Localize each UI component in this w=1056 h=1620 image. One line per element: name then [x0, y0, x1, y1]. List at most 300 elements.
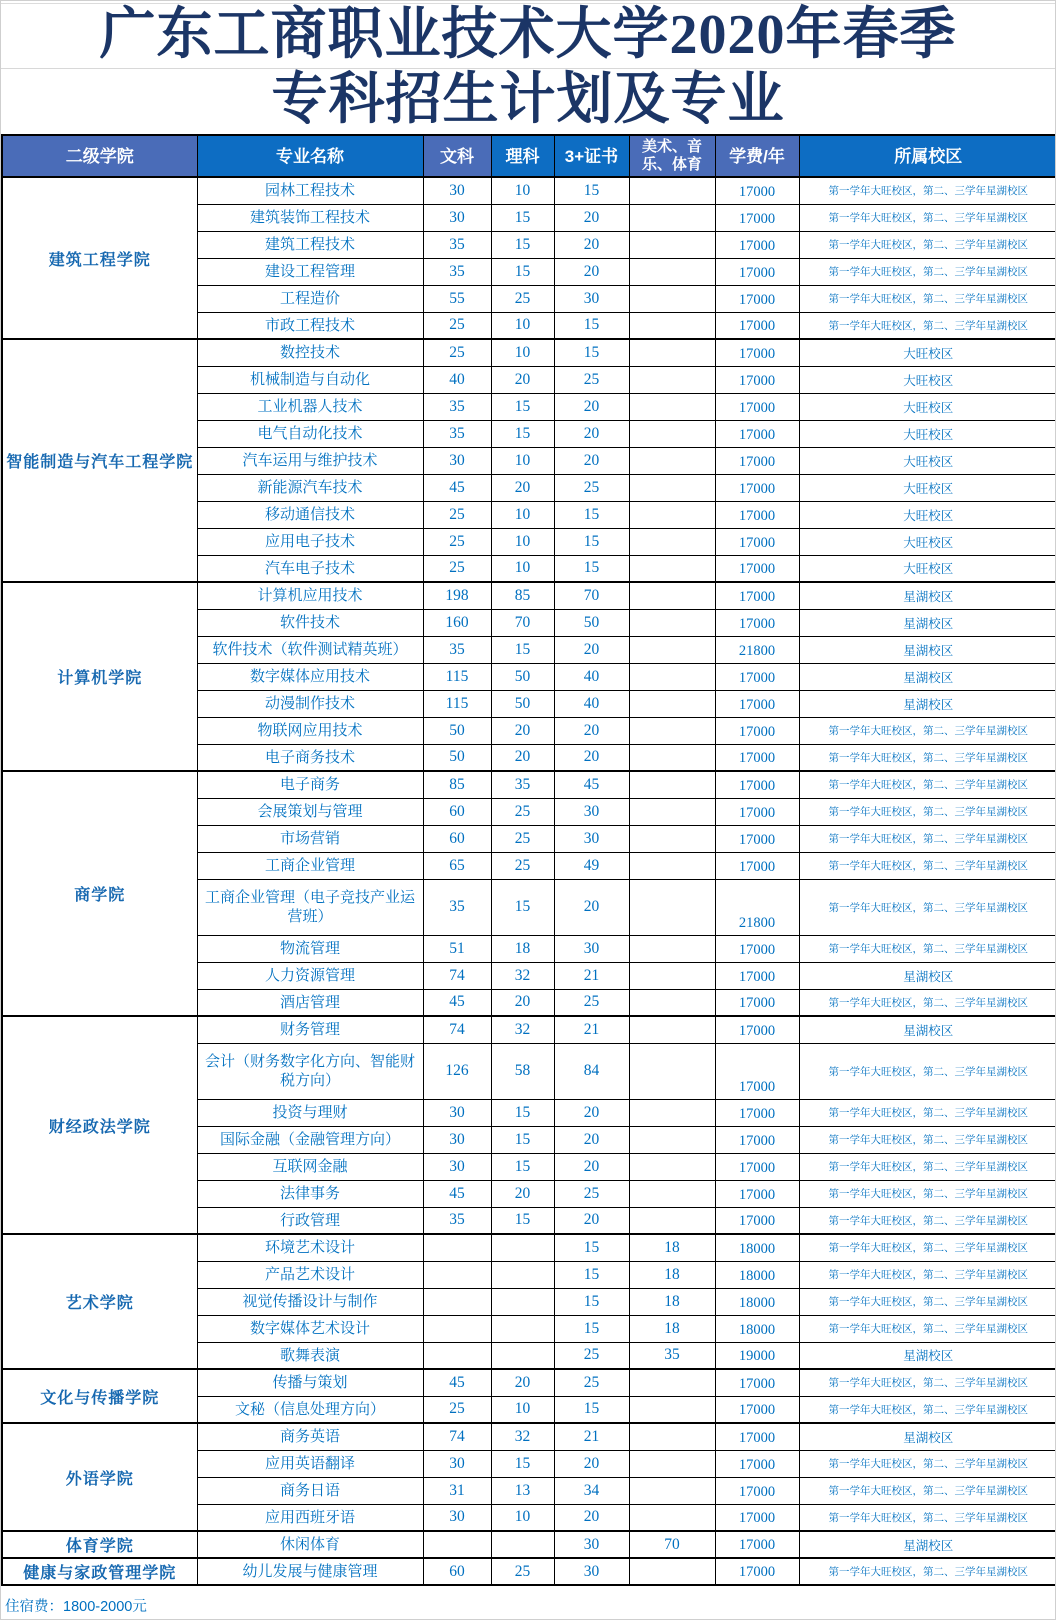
- campus-cell: 星湖校区: [799, 1531, 1056, 1558]
- fee-cell: 17000: [715, 501, 799, 528]
- major-cell: 休闲体育: [197, 1531, 423, 1558]
- fee-cell: 17000: [715, 555, 799, 582]
- major-cell: 动漫制作技术: [197, 690, 423, 717]
- zheng-cell: 20: [554, 204, 629, 231]
- college-name-cell: 外语学院: [2, 1423, 197, 1531]
- zheng-cell: 40: [554, 690, 629, 717]
- campus-cell: 第一学年大旺校区，第二、三学年星湖校区: [799, 1558, 1056, 1585]
- li-cell: 70: [491, 609, 554, 636]
- campus-cell: 第一学年大旺校区，第二、三学年星湖校区: [799, 1288, 1056, 1315]
- campus-cell: 第一学年大旺校区，第二、三学年星湖校区: [799, 204, 1056, 231]
- major-cell: 电气自动化技术: [197, 420, 423, 447]
- major-cell: 数字媒体应用技术: [197, 663, 423, 690]
- fee-cell: 18000: [715, 1315, 799, 1342]
- table-row: [2, 1558, 1056, 1585]
- accommodation-fee-note: 住宿费：1800-2000元: [5, 1599, 147, 1615]
- art-cell: [629, 825, 715, 852]
- column-header-campus: 所属校区: [799, 135, 1056, 177]
- fee-cell: 19000: [715, 1342, 799, 1369]
- campus-cell: 第一学年大旺校区，第二、三学年星湖校区: [799, 935, 1056, 962]
- campus-cell: 大旺校区: [799, 501, 1056, 528]
- table-row: [2, 1016, 1056, 1043]
- wen-cell: 35: [423, 393, 491, 420]
- wen-cell: 40: [423, 366, 491, 393]
- campus-cell: 大旺校区: [799, 447, 1056, 474]
- fee-cell: 17000: [715, 339, 799, 366]
- art-cell: [629, 1423, 715, 1450]
- major-cell: 数字媒体艺术设计: [197, 1315, 423, 1342]
- zheng-cell: 30: [554, 825, 629, 852]
- li-cell: 10: [491, 528, 554, 555]
- art-cell: [629, 609, 715, 636]
- column-header-art-music-pe: 美术、音乐、体育: [629, 135, 715, 177]
- table-row: [2, 1369, 1056, 1396]
- wen-cell: [423, 1234, 491, 1261]
- zheng-cell: 15: [554, 1234, 629, 1261]
- fee-cell: 17000: [715, 1016, 799, 1043]
- wen-cell: 25: [423, 312, 491, 339]
- art-cell: 35: [629, 1342, 715, 1369]
- zheng-cell: 25: [554, 474, 629, 501]
- campus-cell: 星湖校区: [799, 962, 1056, 989]
- art-cell: [629, 744, 715, 771]
- major-cell: 行政管理: [197, 1207, 423, 1234]
- college-name-cell: 智能制造与汽车工程学院: [2, 339, 197, 582]
- li-cell: 10: [491, 1396, 554, 1423]
- art-cell: [629, 1016, 715, 1043]
- zheng-cell: 20: [554, 1504, 629, 1531]
- zheng-cell: 21: [554, 962, 629, 989]
- major-cell: 传播与策划: [197, 1369, 423, 1396]
- wen-cell: 50: [423, 717, 491, 744]
- fee-cell: 17000: [715, 474, 799, 501]
- campus-cell: 第一学年大旺校区，第二、三学年星湖校区: [799, 1234, 1056, 1261]
- wen-cell: 85: [423, 771, 491, 798]
- college-name-cell: 建筑工程学院: [2, 177, 197, 339]
- major-cell: 产品艺术设计: [197, 1261, 423, 1288]
- major-cell: 计算机应用技术: [197, 582, 423, 609]
- fee-cell: 18000: [715, 1234, 799, 1261]
- art-cell: [629, 582, 715, 609]
- zheng-cell: 25: [554, 366, 629, 393]
- wen-cell: 198: [423, 582, 491, 609]
- li-cell: 20: [491, 744, 554, 771]
- zheng-cell: 40: [554, 663, 629, 690]
- li-cell: [491, 1342, 554, 1369]
- wen-cell: [423, 1288, 491, 1315]
- fee-cell: 17000: [715, 447, 799, 474]
- art-cell: [629, 1369, 715, 1396]
- li-cell: 15: [491, 258, 554, 285]
- campus-cell: 第一学年大旺校区，第二、三学年星湖校区: [799, 879, 1056, 935]
- column-header-liberal-arts: 文科: [423, 135, 491, 177]
- college-name-cell: 文化与传播学院: [2, 1369, 197, 1423]
- fee-cell: 17000: [715, 582, 799, 609]
- column-header-certificate: 3+证书: [554, 135, 629, 177]
- zheng-cell: 15: [554, 312, 629, 339]
- major-cell: 物联网应用技术: [197, 717, 423, 744]
- fee-cell: 17000: [715, 1504, 799, 1531]
- campus-cell: 第一学年大旺校区，第二、三学年星湖校区: [799, 852, 1056, 879]
- li-cell: 18: [491, 935, 554, 962]
- art-cell: [629, 528, 715, 555]
- art-cell: [629, 474, 715, 501]
- college-name-cell: 艺术学院: [2, 1234, 197, 1369]
- major-cell: 工程造价: [197, 285, 423, 312]
- wen-cell: 30: [423, 1126, 491, 1153]
- major-cell: 财务管理: [197, 1016, 423, 1043]
- art-cell: [629, 935, 715, 962]
- zheng-cell: 34: [554, 1477, 629, 1504]
- table-row: [2, 339, 1056, 366]
- li-cell: 35: [491, 771, 554, 798]
- fee-cell: 17000: [715, 771, 799, 798]
- major-cell: 法律事务: [197, 1180, 423, 1207]
- table-header: [2, 135, 1056, 177]
- li-cell: 32: [491, 1423, 554, 1450]
- zheng-cell: 15: [554, 1396, 629, 1423]
- zheng-cell: 20: [554, 744, 629, 771]
- fee-cell: 17000: [715, 312, 799, 339]
- zheng-cell: 20: [554, 231, 629, 258]
- art-cell: [629, 420, 715, 447]
- zheng-cell: 20: [554, 1126, 629, 1153]
- column-header-college: 二级学院: [2, 135, 197, 177]
- wen-cell: 35: [423, 1207, 491, 1234]
- fee-cell: 17000: [715, 744, 799, 771]
- major-cell: 人力资源管理: [197, 962, 423, 989]
- campus-cell: 星湖校区: [799, 1342, 1056, 1369]
- li-cell: 25: [491, 798, 554, 825]
- fee-cell: 17000: [715, 852, 799, 879]
- zheng-cell: 20: [554, 1207, 629, 1234]
- campus-cell: 星湖校区: [799, 1016, 1056, 1043]
- zheng-cell: 30: [554, 1531, 629, 1558]
- art-cell: [629, 366, 715, 393]
- college-name-cell: 计算机学院: [2, 582, 197, 771]
- li-cell: 58: [491, 1043, 554, 1099]
- fee-cell: 17000: [715, 609, 799, 636]
- campus-cell: 大旺校区: [799, 474, 1056, 501]
- wen-cell: 25: [423, 555, 491, 582]
- zheng-cell: 20: [554, 1099, 629, 1126]
- li-cell: 15: [491, 231, 554, 258]
- fee-cell: 17000: [715, 962, 799, 989]
- art-cell: [629, 1477, 715, 1504]
- major-cell: 建筑装饰工程技术: [197, 204, 423, 231]
- campus-cell: 星湖校区: [799, 582, 1056, 609]
- fee-cell: 17000: [715, 1180, 799, 1207]
- title-line-1: 广东工商职业技术大学2020年春季: [1, 3, 1055, 69]
- table-row: [2, 1423, 1056, 1450]
- li-cell: 25: [491, 285, 554, 312]
- li-cell: 20: [491, 366, 554, 393]
- header-row: [2, 135, 1056, 177]
- art-cell: [629, 663, 715, 690]
- art-cell: [629, 204, 715, 231]
- li-cell: 15: [491, 879, 554, 935]
- table-row: [2, 1531, 1056, 1558]
- major-cell: 应用英语翻译: [197, 1450, 423, 1477]
- zheng-cell: 50: [554, 609, 629, 636]
- column-header-tuition: 学费/年: [715, 135, 799, 177]
- zheng-cell: 20: [554, 879, 629, 935]
- wen-cell: 45: [423, 1180, 491, 1207]
- art-cell: [629, 555, 715, 582]
- wen-cell: [423, 1315, 491, 1342]
- major-cell: 汽车电子技术: [197, 555, 423, 582]
- art-cell: [629, 771, 715, 798]
- table-row: [2, 582, 1056, 609]
- zheng-cell: 30: [554, 798, 629, 825]
- li-cell: [491, 1288, 554, 1315]
- art-cell: [629, 1207, 715, 1234]
- art-cell: [629, 231, 715, 258]
- art-cell: [629, 1153, 715, 1180]
- campus-cell: 第一学年大旺校区，第二、三学年星湖校区: [799, 312, 1056, 339]
- college-name-cell: 财经政法学院: [2, 1016, 197, 1234]
- fee-cell: 17000: [715, 1531, 799, 1558]
- art-cell: [629, 1450, 715, 1477]
- zheng-cell: 20: [554, 393, 629, 420]
- major-cell: 园林工程技术: [197, 177, 423, 204]
- wen-cell: 51: [423, 935, 491, 962]
- li-cell: 15: [491, 393, 554, 420]
- art-cell: [629, 1099, 715, 1126]
- major-cell: 软件技术: [197, 609, 423, 636]
- campus-cell: 第一学年大旺校区，第二、三学年星湖校区: [799, 798, 1056, 825]
- campus-cell: 第一学年大旺校区，第二、三学年星湖校区: [799, 1180, 1056, 1207]
- campus-cell: 第一学年大旺校区，第二、三学年星湖校区: [799, 771, 1056, 798]
- major-cell: 商务日语: [197, 1477, 423, 1504]
- wen-cell: 25: [423, 501, 491, 528]
- li-cell: 25: [491, 1558, 554, 1585]
- art-cell: [629, 285, 715, 312]
- major-cell: 机械制造与自动化: [197, 366, 423, 393]
- column-header-science: 理科: [491, 135, 554, 177]
- major-cell: 环境艺术设计: [197, 1234, 423, 1261]
- wen-cell: 45: [423, 989, 491, 1016]
- zheng-cell: 70: [554, 582, 629, 609]
- wen-cell: 126: [423, 1043, 491, 1099]
- major-cell: 电子商务: [197, 771, 423, 798]
- li-cell: 50: [491, 690, 554, 717]
- fee-cell: 17000: [715, 1153, 799, 1180]
- wen-cell: 30: [423, 1099, 491, 1126]
- art-cell: [629, 989, 715, 1016]
- zheng-cell: 45: [554, 771, 629, 798]
- art-cell: [629, 339, 715, 366]
- major-cell: 物流管理: [197, 935, 423, 962]
- column-header-major: 专业名称: [197, 135, 423, 177]
- li-cell: 15: [491, 420, 554, 447]
- campus-cell: 星湖校区: [799, 636, 1056, 663]
- major-cell: 会计（财务数字化方向、智能财税方向）: [197, 1043, 423, 1099]
- campus-cell: 第一学年大旺校区，第二、三学年星湖校区: [799, 1261, 1056, 1288]
- fee-cell: 17000: [715, 989, 799, 1016]
- campus-cell: 第一学年大旺校区，第二、三学年星湖校区: [799, 717, 1056, 744]
- zheng-cell: 15: [554, 528, 629, 555]
- art-cell: [629, 690, 715, 717]
- li-cell: 20: [491, 717, 554, 744]
- li-cell: 20: [491, 474, 554, 501]
- zheng-cell: 25: [554, 989, 629, 1016]
- li-cell: [491, 1315, 554, 1342]
- zheng-cell: 49: [554, 852, 629, 879]
- art-cell: [629, 447, 715, 474]
- fee-cell: 17000: [715, 204, 799, 231]
- table-row: [2, 1234, 1056, 1261]
- fee-cell: 17000: [715, 935, 799, 962]
- table-row: [2, 771, 1056, 798]
- zheng-cell: 30: [554, 1558, 629, 1585]
- campus-cell: 第一学年大旺校区，第二、三学年星湖校区: [799, 1207, 1056, 1234]
- college-name-cell: 健康与家政管理学院: [2, 1558, 197, 1585]
- wen-cell: 35: [423, 258, 491, 285]
- wen-cell: 60: [423, 825, 491, 852]
- campus-cell: 大旺校区: [799, 366, 1056, 393]
- zheng-cell: 21: [554, 1016, 629, 1043]
- art-cell: [629, 501, 715, 528]
- fee-cell: 17000: [715, 420, 799, 447]
- campus-cell: 第一学年大旺校区，第二、三学年星湖校区: [799, 1504, 1056, 1531]
- li-cell: 15: [491, 1450, 554, 1477]
- li-cell: 10: [491, 501, 554, 528]
- li-cell: 20: [491, 989, 554, 1016]
- zheng-cell: 20: [554, 636, 629, 663]
- li-cell: 15: [491, 636, 554, 663]
- art-cell: [629, 1504, 715, 1531]
- campus-cell: 大旺校区: [799, 420, 1056, 447]
- fee-cell: 17000: [715, 1396, 799, 1423]
- li-cell: [491, 1234, 554, 1261]
- fee-cell: 17000: [715, 1450, 799, 1477]
- art-cell: [629, 717, 715, 744]
- college-name-cell: 商学院: [2, 771, 197, 1016]
- campus-cell: 第一学年大旺校区，第二、三学年星湖校区: [799, 825, 1056, 852]
- li-cell: 20: [491, 1369, 554, 1396]
- zheng-cell: 20: [554, 258, 629, 285]
- zheng-cell: 15: [554, 1315, 629, 1342]
- art-cell: [629, 798, 715, 825]
- fee-cell: 17000: [715, 366, 799, 393]
- art-cell: [629, 258, 715, 285]
- zheng-cell: 30: [554, 935, 629, 962]
- li-cell: 13: [491, 1477, 554, 1504]
- wen-cell: 60: [423, 1558, 491, 1585]
- campus-cell: 第一学年大旺校区，第二、三学年星湖校区: [799, 285, 1056, 312]
- wen-cell: 160: [423, 609, 491, 636]
- art-cell: [629, 1043, 715, 1099]
- major-cell: 投资与理财: [197, 1099, 423, 1126]
- fee-cell: 17000: [715, 1369, 799, 1396]
- zheng-cell: 30: [554, 285, 629, 312]
- wen-cell: 25: [423, 528, 491, 555]
- campus-cell: 第一学年大旺校区，第二、三学年星湖校区: [799, 744, 1056, 771]
- major-cell: 应用电子技术: [197, 528, 423, 555]
- table-row: [2, 177, 1056, 204]
- major-cell: 工业机器人技术: [197, 393, 423, 420]
- li-cell: [491, 1261, 554, 1288]
- wen-cell: 74: [423, 962, 491, 989]
- wen-cell: 30: [423, 1504, 491, 1531]
- campus-cell: 星湖校区: [799, 663, 1056, 690]
- major-cell: 建设工程管理: [197, 258, 423, 285]
- major-cell: 视觉传播设计与制作: [197, 1288, 423, 1315]
- major-cell: 市场营销: [197, 825, 423, 852]
- campus-cell: 第一学年大旺校区，第二、三学年星湖校区: [799, 258, 1056, 285]
- campus-cell: 大旺校区: [799, 339, 1056, 366]
- li-cell: 25: [491, 852, 554, 879]
- zheng-cell: 20: [554, 717, 629, 744]
- zheng-cell: 21: [554, 1423, 629, 1450]
- art-cell: [629, 852, 715, 879]
- li-cell: 15: [491, 1207, 554, 1234]
- li-cell: 25: [491, 825, 554, 852]
- wen-cell: 30: [423, 204, 491, 231]
- fee-cell: 17000: [715, 1423, 799, 1450]
- enrollment-plan-table: [1, 134, 1056, 1586]
- table-body: [2, 177, 1056, 1585]
- wen-cell: 74: [423, 1423, 491, 1450]
- art-cell: [629, 312, 715, 339]
- campus-cell: 第一学年大旺校区，第二、三学年星湖校区: [799, 177, 1056, 204]
- fee-cell: 17000: [715, 1207, 799, 1234]
- li-cell: 32: [491, 1016, 554, 1043]
- art-cell: [629, 1126, 715, 1153]
- campus-cell: 大旺校区: [799, 528, 1056, 555]
- zheng-cell: 25: [554, 1342, 629, 1369]
- major-cell: 商务英语: [197, 1423, 423, 1450]
- fee-cell: 21800: [715, 879, 799, 935]
- wen-cell: 35: [423, 231, 491, 258]
- zheng-cell: 15: [554, 177, 629, 204]
- wen-cell: 50: [423, 744, 491, 771]
- zheng-cell: 15: [554, 339, 629, 366]
- wen-cell: 30: [423, 447, 491, 474]
- page-title: [1, 3, 1055, 133]
- major-cell: 工商企业管理（电子竞技产业运营班）: [197, 879, 423, 935]
- fee-cell: 18000: [715, 1288, 799, 1315]
- fee-cell: 17000: [715, 231, 799, 258]
- li-cell: 50: [491, 663, 554, 690]
- wen-cell: 25: [423, 1396, 491, 1423]
- zheng-cell: 20: [554, 420, 629, 447]
- li-cell: 10: [491, 447, 554, 474]
- major-cell: 互联网金融: [197, 1153, 423, 1180]
- fee-cell: 17000: [715, 285, 799, 312]
- art-cell: [629, 879, 715, 935]
- li-cell: 10: [491, 177, 554, 204]
- campus-cell: 第一学年大旺校区，第二、三学年星湖校区: [799, 1450, 1056, 1477]
- zheng-cell: 25: [554, 1369, 629, 1396]
- campus-cell: 第一学年大旺校区，第二、三学年星湖校区: [799, 1153, 1056, 1180]
- art-cell: [629, 1396, 715, 1423]
- zheng-cell: 84: [554, 1043, 629, 1099]
- campus-cell: 大旺校区: [799, 555, 1056, 582]
- art-cell: 70: [629, 1531, 715, 1558]
- fee-cell: 17000: [715, 1126, 799, 1153]
- wen-cell: 35: [423, 879, 491, 935]
- zheng-cell: 25: [554, 1180, 629, 1207]
- campus-cell: 第一学年大旺校区，第二、三学年星湖校区: [799, 1477, 1056, 1504]
- art-cell: [629, 1180, 715, 1207]
- wen-cell: [423, 1342, 491, 1369]
- major-cell: 汽车运用与维护技术: [197, 447, 423, 474]
- major-cell: 歌舞表演: [197, 1342, 423, 1369]
- major-cell: 新能源汽车技术: [197, 474, 423, 501]
- art-cell: 18: [629, 1288, 715, 1315]
